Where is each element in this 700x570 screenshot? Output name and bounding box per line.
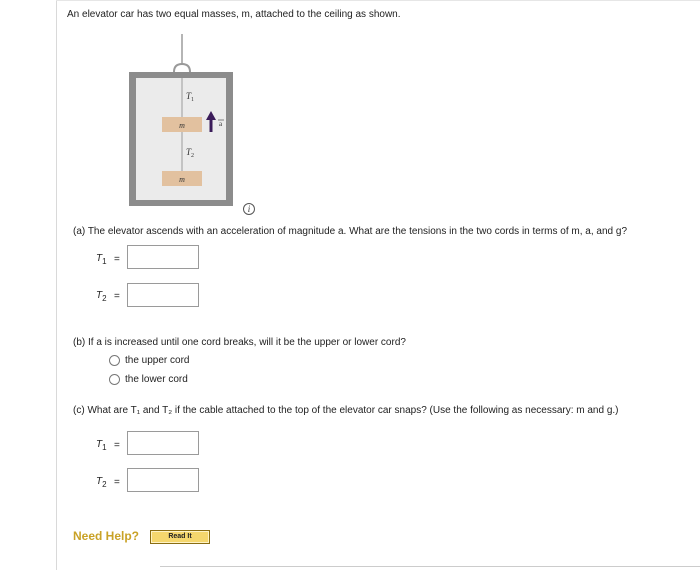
lower-mass-label: m (179, 175, 185, 184)
tension-upper-label: $T_1$ (186, 91, 195, 103)
content-left-border (56, 0, 57, 570)
part-c-t2-equals: = (114, 477, 120, 488)
option-upper-cord[interactable] (109, 355, 190, 366)
part-a-t2-equals: = (114, 291, 120, 302)
elevator-diagram (128, 34, 238, 210)
part-a-t2-input[interactable] (127, 283, 199, 307)
part-a-prompt: (a) The elevator ascends with an acceleration of magnitude a. What are the tensions in the two cords in terms of m, a, and g? (73, 226, 627, 237)
part-a-t1-label: $T_1$ (96, 253, 107, 266)
part-a-t2-label: $T_2$ (96, 290, 107, 303)
radio-button[interactable] (109, 355, 120, 366)
part-a-t1-input[interactable] (127, 245, 199, 269)
need-help-label: Need Help? (73, 529, 140, 543)
acceleration-label: a (219, 120, 223, 128)
info-icon[interactable]: i (243, 203, 255, 215)
option-lower-cord[interactable] (109, 374, 188, 385)
content-bottom-border (160, 566, 700, 567)
problem-statement: An elevator car has two equal masses, m, attached to the ceiling as shown. (67, 9, 401, 20)
part-c-t2-input[interactable] (127, 468, 199, 492)
part-c-prompt: (c) What are T₁ and T₂ if the cable attached to the top of the elevator car snaps? (Use the following as necessary: m and g.) (73, 405, 619, 416)
radio-button[interactable] (109, 374, 120, 385)
part-a-t1-equals: = (114, 254, 120, 265)
part-c-t1-equals: = (114, 440, 120, 451)
option-label: the lower cord (125, 374, 188, 385)
part-c-t1-label: $T_1$ (96, 439, 107, 452)
content-top-border (56, 0, 700, 1)
tension-lower-label: $T_2$ (186, 147, 195, 159)
option-label: the upper cord (125, 355, 190, 366)
cable-hook (174, 64, 190, 72)
upper-mass-label: m (179, 121, 185, 130)
part-c-t1-input[interactable] (127, 431, 199, 455)
read-it-button[interactable]: Read It (150, 530, 210, 544)
part-c-t2-label: $T_2$ (96, 476, 107, 489)
part-b-prompt: (b) If a is increased until one cord breaks, will it be the upper or lower cord? (73, 337, 406, 348)
